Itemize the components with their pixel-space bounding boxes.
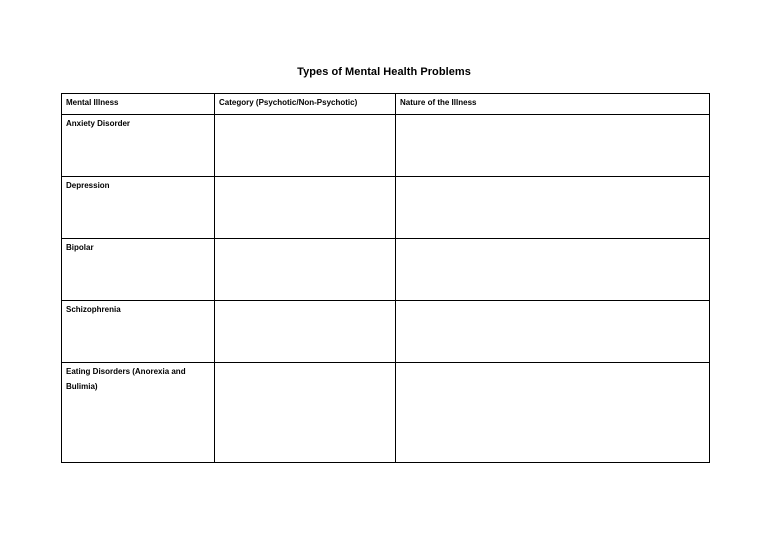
cell-illness: Eating Disorders (Anorexia and Bulimia) <box>62 363 215 463</box>
header-category: Category (Psychotic/Non-Psychotic) <box>215 94 396 115</box>
header-mental-illness: Mental Illness <box>62 94 215 115</box>
document-title: Types of Mental Health Problems <box>297 66 471 78</box>
cell-category[interactable] <box>215 363 396 463</box>
cell-nature[interactable] <box>396 239 710 301</box>
table-row <box>62 363 710 463</box>
cell-illness: Schizophrenia <box>62 301 215 363</box>
cell-nature[interactable] <box>396 363 710 463</box>
cell-illness: Depression <box>62 177 215 239</box>
table-row <box>62 301 710 363</box>
table-row <box>62 177 710 239</box>
table-header-row <box>62 94 710 115</box>
cell-category[interactable] <box>215 115 396 177</box>
cell-nature[interactable] <box>396 115 710 177</box>
cell-category[interactable] <box>215 301 396 363</box>
mental-illness-table <box>61 93 710 463</box>
table-row <box>62 239 710 301</box>
cell-illness: Bipolar <box>62 239 215 301</box>
cell-nature[interactable] <box>396 177 710 239</box>
cell-category[interactable] <box>215 239 396 301</box>
table-row <box>62 115 710 177</box>
header-nature: Nature of the Illness <box>396 94 710 115</box>
cell-category[interactable] <box>215 177 396 239</box>
cell-illness: Anxiety Disorder <box>62 115 215 177</box>
cell-nature[interactable] <box>396 301 710 363</box>
